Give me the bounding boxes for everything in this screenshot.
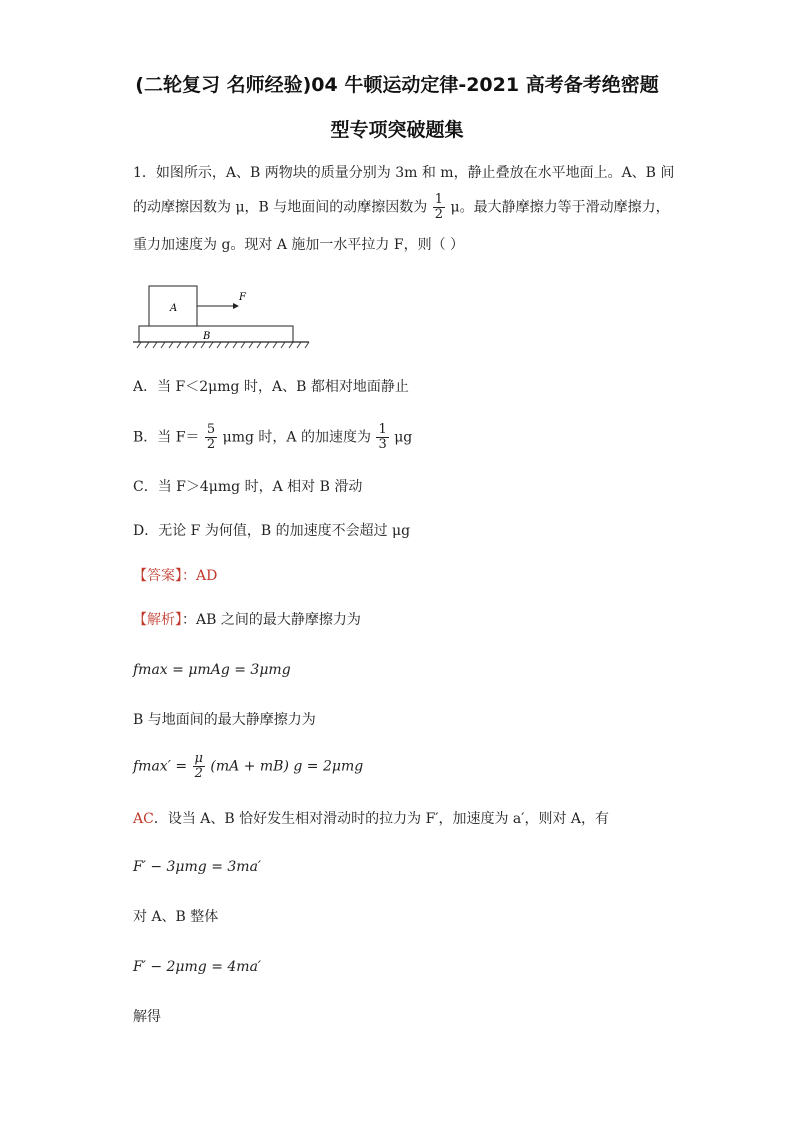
analysis-text5: 解得 xyxy=(133,1009,161,1025)
analysis-intro: ：AB 之间的最大静摩擦力为 xyxy=(182,612,361,628)
block-figure xyxy=(133,282,313,352)
fraction-mu-half: $\frac{\mu}{2}$ xyxy=(194,751,203,781)
fraction-five-halves: $\frac{5}{2}$ xyxy=(206,422,216,452)
equation-4: F′ − 2μmg = 4ma′ xyxy=(133,959,262,975)
label-a: A xyxy=(170,303,178,314)
option-b-middle: μmg 时，A 的加速度为 xyxy=(222,429,371,446)
equation-2 xyxy=(133,752,363,781)
question-line3: 重力加速度为 g。现对 A 施加一水平拉力 F，则（ ） xyxy=(133,237,465,253)
doc-title-line1: (二轮复习 名师经验)04 牛顿运动定律-2021 高考备考绝密题 xyxy=(135,74,659,96)
fraction-one-third: $\frac{1}{3}$ xyxy=(378,422,387,452)
question-line2 xyxy=(133,193,670,222)
force-arrow-head xyxy=(233,303,239,309)
option-b-prefix: B．当 F＝ xyxy=(133,429,200,446)
equation-2-left: fmax′ = xyxy=(133,758,188,775)
option-a: A．当 F＜2μmg 时，A、B 都相对地面静止 xyxy=(133,379,409,395)
block-b xyxy=(139,326,293,342)
doc-title-line2: 型专项突破题集 xyxy=(330,119,464,141)
option-c: C．当 F＞4μmg 时，A 相对 B 滑动 xyxy=(133,479,363,495)
answer-value: ：AD xyxy=(182,568,218,584)
equation-1: fmax = μmAg = 3μmg xyxy=(133,662,291,678)
option-d: D．无论 F 为何值，B 的加速度不会超过 μg xyxy=(133,523,411,539)
label-f: F xyxy=(239,292,246,303)
question-line1: 1．如图所示，A、B 两物块的质量分别为 3m 和 m，静止叠放在水平地面上。A、B 间 xyxy=(133,165,675,181)
answer-line xyxy=(133,566,217,586)
analysis-intro-line xyxy=(133,610,361,630)
ac-label: AC xyxy=(133,811,154,827)
equation-2-right: (mA + mB) g = 2μmg xyxy=(210,758,364,775)
equation-3: F′ − 3μmg = 3ma′ xyxy=(133,859,262,875)
analysis-label: 【解析】 xyxy=(133,612,182,628)
analysis-text4: 对 A、B 整体 xyxy=(133,909,219,925)
option-b xyxy=(133,423,412,452)
ground-hatch xyxy=(137,342,309,348)
analysis-ac-line xyxy=(133,809,609,829)
analysis-text2: B 与地面间的最大静摩擦力为 xyxy=(133,712,316,728)
label-b: B xyxy=(203,331,211,342)
question-line2-a: 的动摩擦因数为 μ，B 与地面间的动摩擦因数为 xyxy=(133,199,428,216)
question-line2-b: μ。最大静摩擦力等于滑动摩擦力， xyxy=(450,199,670,216)
answer-label: 【答案】 xyxy=(133,568,182,584)
ac-text: ．设当 A、B 恰好发生相对滑动时的拉力为 F′，加速度为 a′，则对 A，有 xyxy=(153,811,610,827)
option-b-suffix: μg xyxy=(394,429,413,446)
fraction-half: $\frac{1}{2}$ xyxy=(434,192,444,222)
